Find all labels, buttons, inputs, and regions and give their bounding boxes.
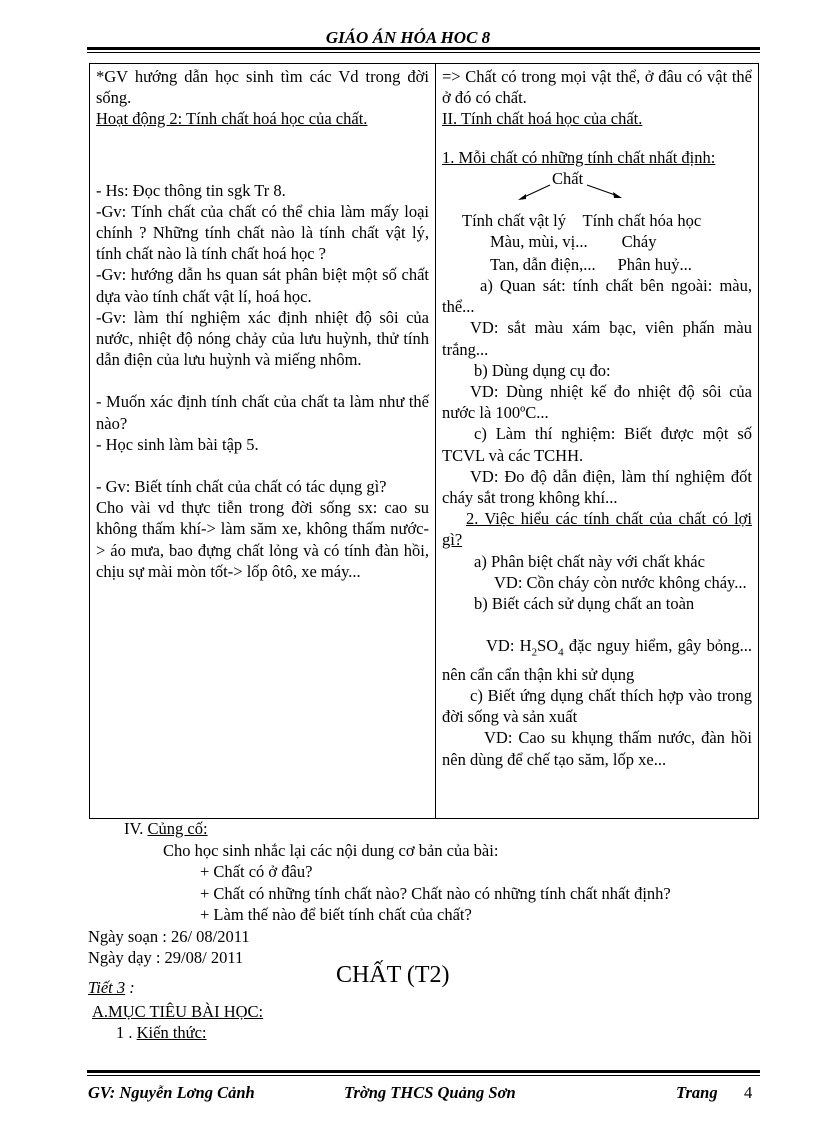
teacher-name: GV: Nguyễn Lơng Cảnh — [88, 1083, 255, 1102]
right-paragraph: VD: sắt màu xám bạc, viên phấn màu trắng... — [442, 318, 752, 359]
chemical-properties-label: Tính chất hóa học — [582, 210, 702, 230]
school-name: Trờng THCS Quảng Sơn — [344, 1083, 516, 1102]
right-paragraph: b) Biết cách sử dụng chất an toàn — [474, 594, 695, 614]
left-paragraph: *GV hướng dẫn học sinh tìm các Vd trong đời sống. — [96, 67, 429, 108]
left-paragraph: - Gv: Biết tính chất của chất có tác dụng gì? — [96, 477, 387, 497]
left-paragraph: Cho vài vd thực tiễn trong đời sống sx: cao su không thấm khí-> làm săm xe, không thấm nước-> áo mưa, bao đựng chất lỏng và có tính đàn hồi, chịu sự mài mòn tốt-> lốp ôtô, xe máy... — [96, 498, 429, 581]
objectives-heading: A.MỤC TIÊU BÀI HỌC: — [92, 1001, 264, 1021]
page-label: Trang — [676, 1083, 718, 1102]
right-paragraph: a) Phân biệt chất này với chất khác — [474, 551, 705, 571]
teaching-date: Ngày dạy : 29/08/ 2011 — [88, 948, 244, 967]
subsection-1-heading: 1. Mỗi chất có những tính chất nhất định: — [442, 147, 716, 167]
lesson-closing — [88, 818, 768, 1044]
physical-properties-label: Tính chất vật lý — [462, 210, 567, 230]
knowledge-heading: 1 . Kiến thức: — [116, 1023, 207, 1042]
right-paragraph: b) Dùng dụng cụ đo: — [474, 360, 611, 380]
subsection-2-heading: 2. Việc hiểu các tính chất của chất có lợi gì? — [442, 509, 752, 550]
left-paragraph: -Gv: Tính chất của chất có thể chia làm mấy loại chính ? Những tính chất nào là tính chất vật lý, tính chất nào là tính chất hoá học ? — [96, 201, 429, 264]
header-title: GIÁO ÁN HÓA HOC 8 — [325, 28, 491, 47]
question-item: + Làm thế nào để biết tính chất của chất? — [200, 905, 472, 924]
left-paragraph: - Hs: Đọc thông tin sgk Tr 8. — [96, 180, 286, 200]
question-item: + Chất có ở đâu? — [200, 862, 313, 881]
lesson-table — [89, 63, 759, 819]
tree-root: Chất — [552, 168, 584, 188]
period-label: Tiết 3 : — [88, 977, 135, 997]
tree-row-3 — [442, 254, 752, 275]
tree-row-2 — [490, 231, 656, 252]
right-paragraph: c) Biết ứng dụng chất thích hợp vào trong đời sống và sản xuất — [442, 685, 752, 727]
lesson-title: CHẤT (T2) — [336, 961, 450, 988]
page-number: 4 — [744, 1083, 753, 1102]
teacher-activity-column — [90, 64, 436, 819]
left-paragraph: -Gv: làm thí nghiệm xác định nhiệt độ sôi của nước, nhiệt độ nóng chảy của lưu huỳnh, thử tính dẫn điện của lưu huỳnh và miếng nhôm. — [96, 307, 429, 370]
tree-arrows — [442, 168, 742, 208]
right-paragraph: VD: Cồn cháy còn nước không cháy... — [494, 572, 747, 592]
tree-item: Phân huỷ... — [617, 254, 692, 274]
right-paragraph: VD: Cao su khụng thấm nước, đàn hồi nên dùng để chế tạo săm, lốp xe... — [442, 728, 752, 769]
content-column — [436, 64, 759, 819]
tree-item: Màu, mùi, vị... — [490, 231, 588, 251]
prepared-date: Ngày soạn : 26/ 08/2011 — [88, 926, 250, 946]
activity-2-heading: Hoạt động 2: Tính chất hoá học của chất. — [96, 109, 368, 129]
tree-item: Cháy — [621, 231, 657, 251]
header-rule-thick — [87, 47, 760, 50]
lesson-title-row — [88, 961, 768, 1001]
question-item: + Chất có những tính chất nào? Chất nào có những tính chất nhất định? — [200, 883, 671, 903]
left-paragraph: - Học sinh làm bài tập 5. — [96, 434, 259, 454]
property-tree — [442, 168, 752, 254]
footer-rule-thick — [87, 1070, 760, 1073]
header-rule-thin — [87, 52, 760, 53]
right-paragraph: VD: Dùng nhiệt kế đo nhiệt độ sôi của nước là 100ºC... — [442, 382, 752, 423]
right-paragraph: c) Làm thí nghiệm: Biết được một số TCVL và các TCHH. — [442, 424, 752, 465]
left-paragraph: - Muốn xác định tính chất của chất ta làm như thế nào? — [96, 392, 429, 433]
right-paragraph: VD: $H_2SO_4$ đặc nguy hiểm, gây bỏng... nên cẩn cẩn thận khi sử dụng — [442, 636, 752, 684]
tree-row-1 — [462, 210, 701, 231]
right-paragraph: VD: Đo độ dẫn điện, làm thí nghiệm đốt cháy sắt trong không khí... — [442, 466, 752, 508]
consolidation-heading: IV. Củng cố: — [124, 819, 208, 838]
footer-rule-thin — [87, 1075, 760, 1076]
section-2-heading: II. Tính chất hoá học của chất. — [442, 109, 643, 129]
right-paragraph: => Chất có trong mọi vật thể, ở đâu có vật thể ở đó có chất. — [442, 67, 752, 108]
consolidation-text: Cho học sinh nhắc lại các nội dung cơ bản của bài: — [163, 840, 499, 860]
left-paragraph: -Gv: hướng dẫn hs quan sát phân biệt một số chất dựa vào tính chất vật lí, hoá học. — [96, 265, 429, 306]
tree-item: Tan, dẫn điện,... — [490, 254, 596, 274]
right-paragraph: a) Quan sát: tính chất bên ngoài: màu, thể... — [442, 276, 752, 317]
